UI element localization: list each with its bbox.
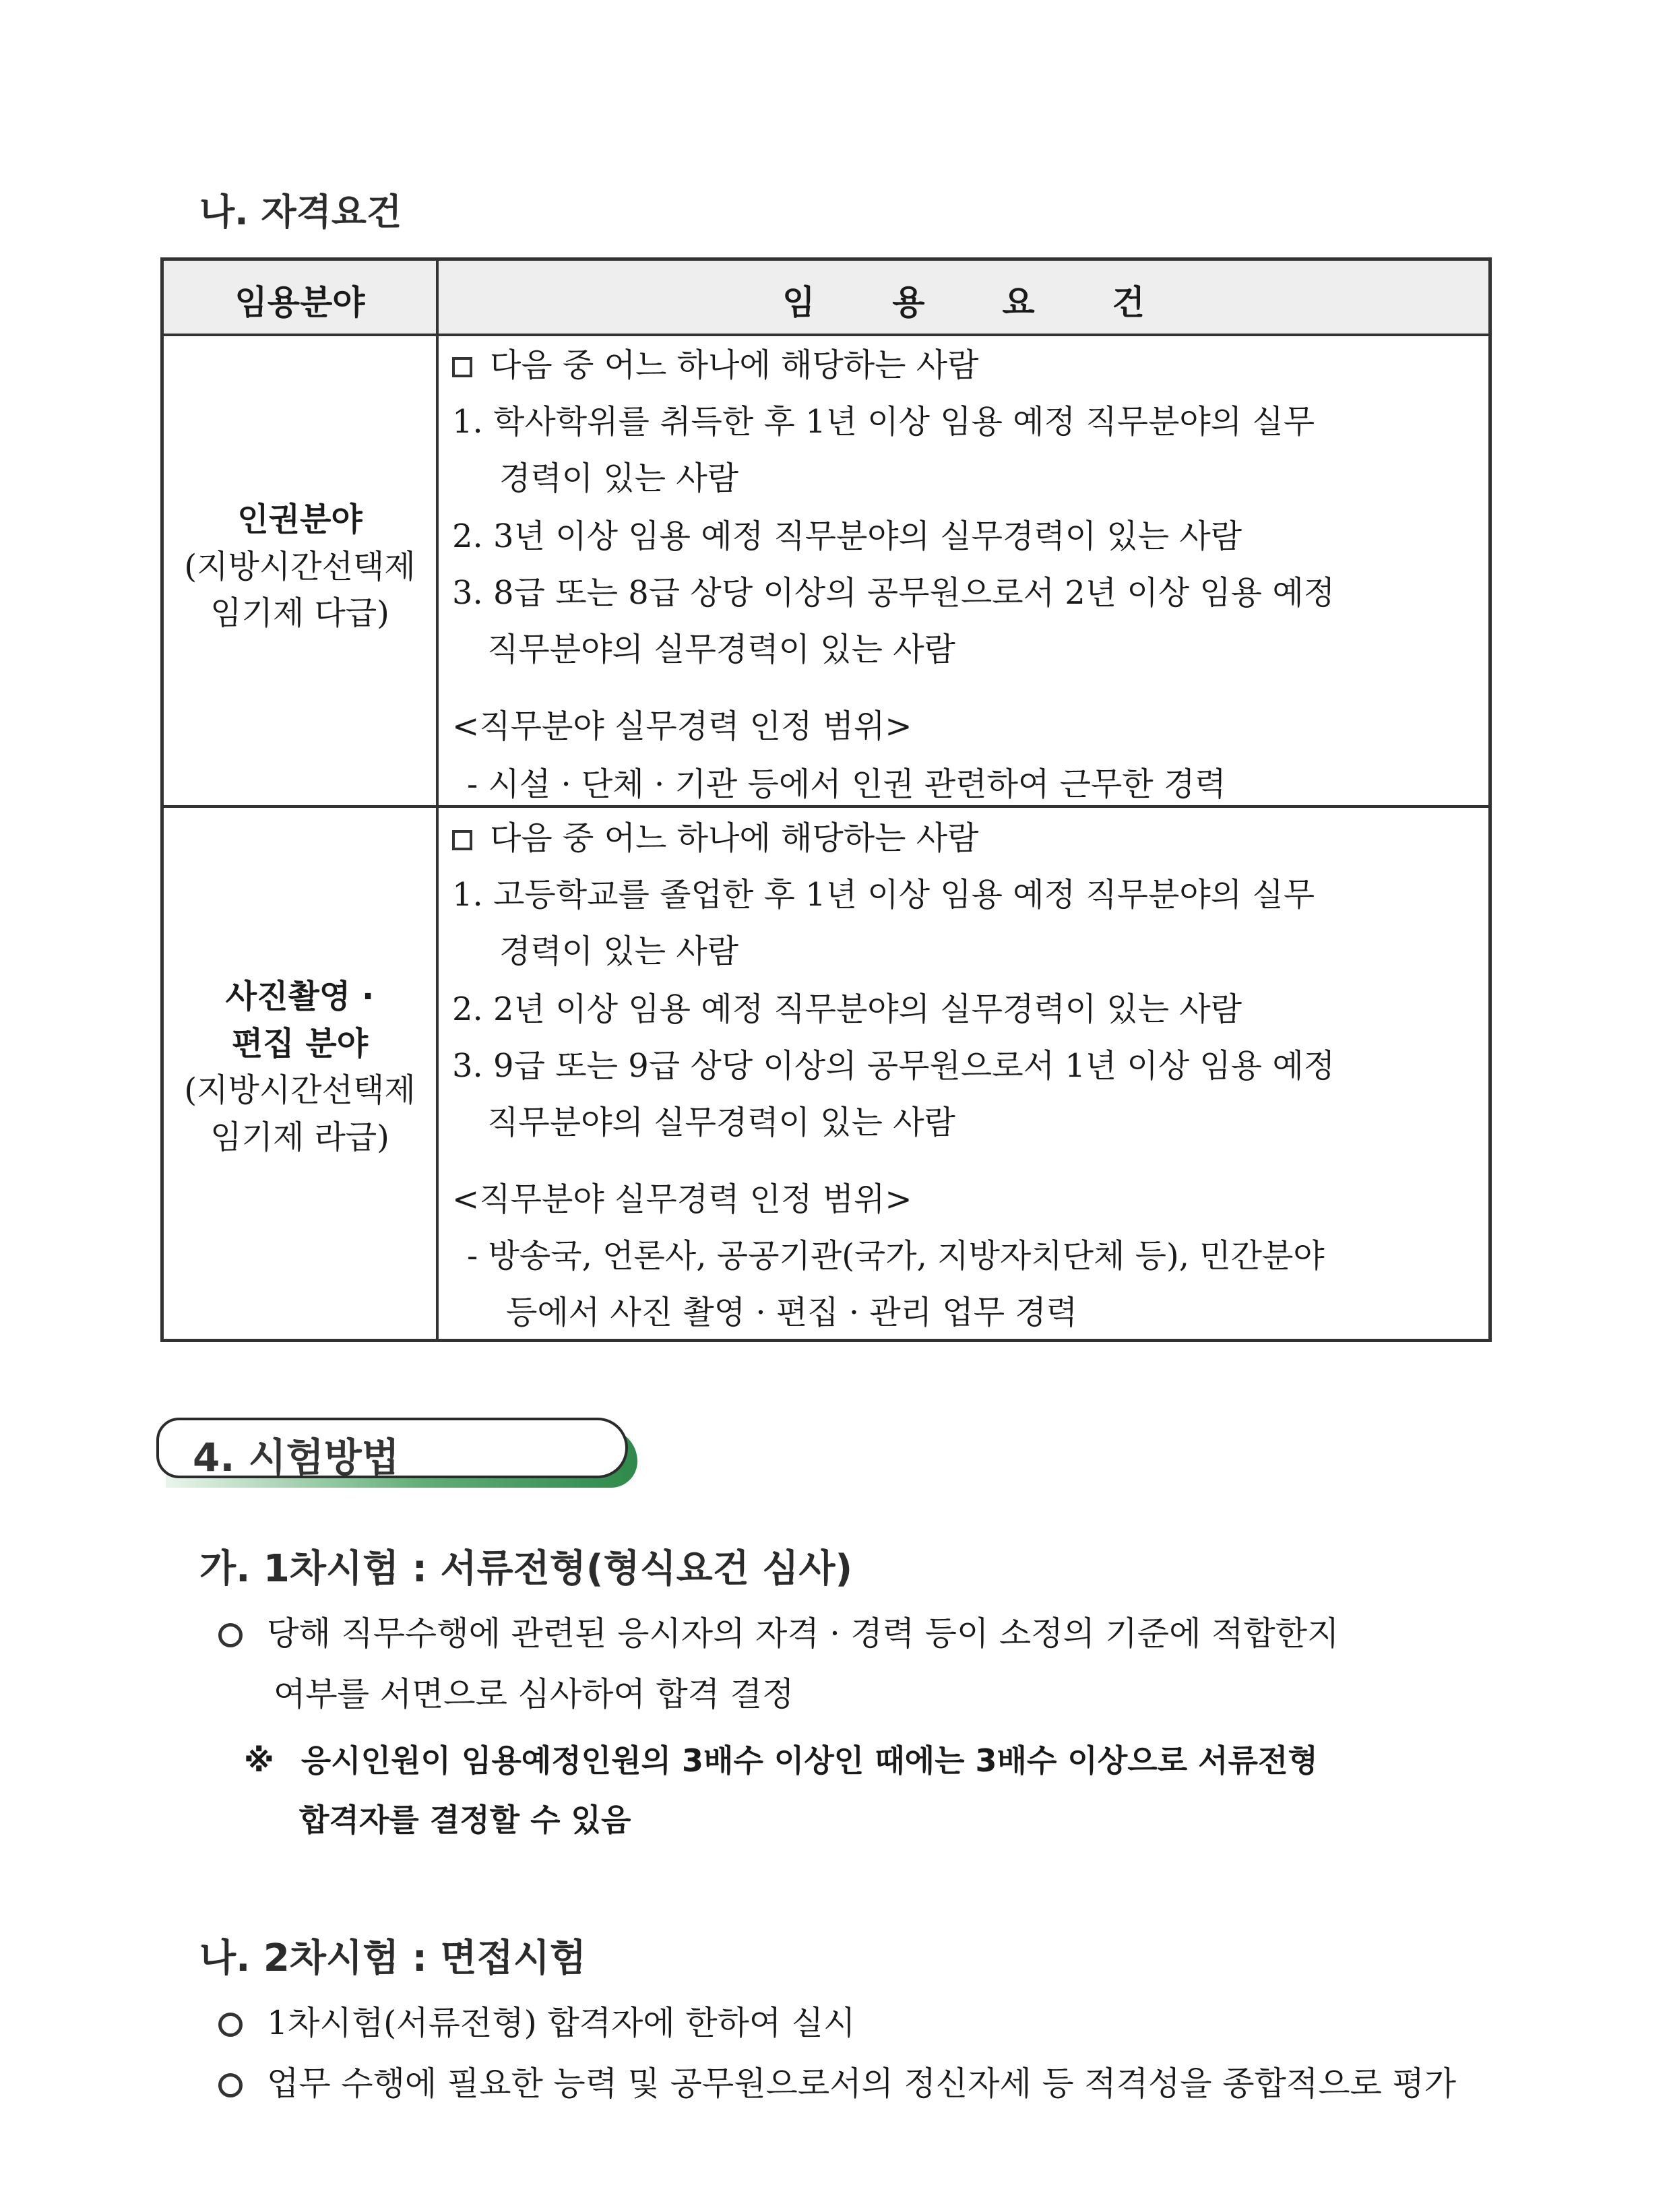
row-1-intro xyxy=(452,339,978,385)
second-exam-bullet-1-text: 1차시험(서류전형) 합격자에 한하여 실시 xyxy=(267,2004,856,2042)
row-1-item-1-line-1: 1. 학사학위를 취득한 후 1년 이상 임용 예정 직무분야의 실무 xyxy=(452,403,1315,441)
first-exam-bullet-text: 당해 직무수행에 관련된 응시자의 자격 · 경력 등이 소정의 기준에 적합한지 xyxy=(267,1614,1339,1653)
circle-bullet-icon xyxy=(218,2073,243,2097)
checkbox-square-icon xyxy=(452,357,472,377)
row-1-field-note-2: 임기제 다급) xyxy=(210,594,389,633)
row-2-field-note-2: 임기제 라급) xyxy=(210,1118,389,1156)
first-exam-note-text: 응시인원이 임용예정인원의 3배수 이상인 때에는 3배수 이상으로 서류전형 xyxy=(301,1742,1318,1779)
first-exam-heading: 가. 1차시험 : 서류전형(형식요건 심사) xyxy=(199,1547,853,1591)
row-2-field xyxy=(164,974,436,1161)
row-2-intro xyxy=(452,812,978,858)
table-header-divider xyxy=(164,334,1488,336)
row-2-field-name: 사진촬영 · xyxy=(225,978,375,1015)
row-2-item-1-line-2: 경력이 있는 사람 xyxy=(499,933,739,970)
exam-section-banner xyxy=(156,1418,641,1488)
second-exam-heading: 나. 2차시험 : 면접시험 xyxy=(199,1936,586,1980)
row-1-item-2: 2. 3년 이상 임용 예정 직무분야의 실무경력이 있는 사람 xyxy=(452,517,1242,555)
table-column-divider xyxy=(436,261,439,1339)
row-1-field-note-1: (지방시간선택제 xyxy=(184,547,416,586)
checkbox-square-icon xyxy=(452,830,472,850)
exam-section-title: 4. 시험방법 xyxy=(193,1434,400,1480)
circle-bullet-icon xyxy=(218,1623,243,1647)
row-1-item-1-line-2: 경력이 있는 사람 xyxy=(499,460,739,497)
row-2-intro-text: 다음 중 어느 하나에 해당하는 사람 xyxy=(490,819,979,857)
row-2-item-1-line-1: 1. 고등학교를 졸업한 후 1년 이상 임용 예정 직무분야의 실무 xyxy=(452,876,1315,914)
row-1-scope-line-1: - 시설 · 단체 · 기관 등에서 인권 관련하여 근무한 경력 xyxy=(467,765,1226,803)
row-1-field-name: 인권분야 xyxy=(237,501,362,538)
row-2-field-name-2: 편집 분야 xyxy=(231,1024,369,1063)
row-1-scope-title: <직무분야 실무경력 인정 범위> xyxy=(452,707,912,745)
header-requirements: 임 용 요 건 xyxy=(782,283,1145,322)
first-exam-note-line-1 xyxy=(244,1742,1318,1779)
row-2-item-3-line-1: 3. 9급 또는 9급 상당 이상의 공무원으로서 1년 이상 임용 예정 xyxy=(452,1047,1335,1085)
row-1-field xyxy=(164,497,436,637)
circle-bullet-icon xyxy=(218,2013,243,2037)
row-2-item-2: 2. 2년 이상 임용 예정 직무분야의 실무경력이 있는 사람 xyxy=(452,990,1242,1028)
first-exam-note-line-2: 합격자를 결정할 수 있음 xyxy=(299,1802,631,1838)
row-2-scope-line-2: 등에서 사진 촬영 · 편집 · 관리 업무 경력 xyxy=(506,1294,1078,1331)
header-field: 임용분야 xyxy=(234,283,365,322)
row-1-item-3-line-2: 직무분야의 실무경력이 있는 사람 xyxy=(487,631,955,668)
second-exam-bullet-2 xyxy=(218,2064,1456,2104)
first-exam-bullet-line-2: 여부를 서면으로 심사하여 합격 결정 xyxy=(274,1675,794,1713)
row-1-item-3-line-1: 3. 8급 또는 8급 상당 이상의 공무원으로서 2년 이상 임용 예정 xyxy=(452,574,1335,612)
row-2-scope-line-1: - 방송국, 언론사, 공공기관(국가, 지방자치단체 등), 민간분야 xyxy=(467,1237,1325,1275)
table-row-divider xyxy=(164,805,1488,808)
second-exam-bullet-2-text: 업무 수행에 필요한 능력 및 공무원으로서의 정신자세 등 적격성을 종합적으로 평가 xyxy=(267,2064,1457,2103)
qualifications-table xyxy=(160,257,1492,1342)
row-2-field-note-1: (지방시간선택제 xyxy=(184,1071,416,1110)
qualifications-heading: 나. 자격요건 xyxy=(199,191,402,233)
row-2-item-3-line-2: 직무분야의 실무경력이 있는 사람 xyxy=(487,1104,955,1141)
row-2-scope-title: <직무분야 실무경력 인정 범위> xyxy=(452,1180,912,1218)
first-exam-bullet-line-1 xyxy=(218,1614,1339,1654)
second-exam-bullet-1 xyxy=(218,2004,855,2044)
note-mark: ※ xyxy=(244,1742,274,1779)
row-1-intro-text: 다음 중 어느 하나에 해당하는 사람 xyxy=(490,346,979,384)
